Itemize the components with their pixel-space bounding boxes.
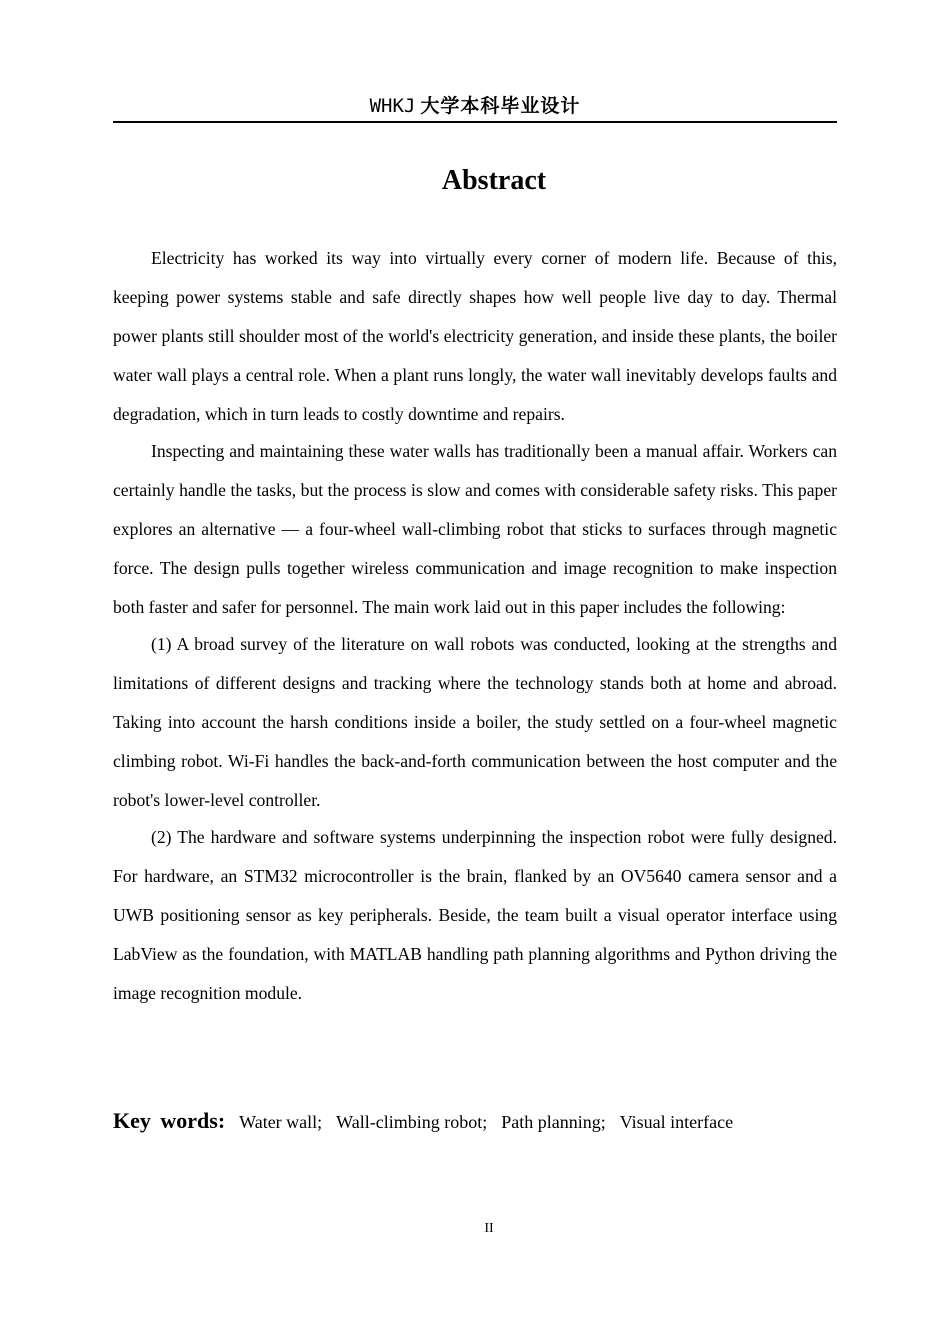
header-title: 大学本科毕业设计 (420, 95, 581, 117)
abstract-paragraph: (2) The hardware and software systems underpinning the inspection robot were fully designed. For hardware, an STM32 microcontroller is the brain, flanked by an OV5640 camera sensor and a UWB positioning sensor as key peripherals. Beside, the team built a visual operator interface using LabView as the foundation, with MATLAB handling path planning algorithms and Python driving the image recognition module. (113, 827, 837, 1003)
abstract-paragraph: Electricity has worked its way into virtually every corner of modern life. Because of this, keeping power systems stable and safe directly shapes how well people live day to day. Thermal power plants still shoulder most of the world's electricity generation, and inside these plants, the boiler water wall plays a central role. When a plant runs longly, the water wall inevitably develops faults and degradation, which in turn leads to costly downtime and repairs. (113, 248, 837, 424)
keywords (113, 1104, 837, 1139)
keyword-item: Visual interface (619, 1112, 734, 1132)
abstract-body (113, 239, 837, 1011)
keyword-item: Path planning; (501, 1112, 606, 1132)
page-number: II (484, 1221, 494, 1236)
abstract-paragraph: (1) A broad survey of the literature on wall robots was conducted, looking at the strengths and limitations of different designs and tracking where the technology stands both at home and abroad. Taking into account the harsh conditions inside a boiler, the study settled on a four-wheel magnetic climbing robot. Wi-Fi handles the back-and-forth communication between the host computer and the robot's lower-level controller. (113, 634, 837, 810)
keywords-label: Key words: (113, 1108, 226, 1133)
header-institution: WHKJ (369, 95, 416, 117)
keyword-item: Water wall; (239, 1112, 323, 1132)
abstract-paragraph: Inspecting and maintaining these water walls has traditionally been a manual affair. Workers can certainly handle the tasks, but the process is slow and comes with considerable safety risks. This paper explores an alternative — a four-wheel wall-climbing robot that sticks to surfaces through magnetic force. The design pulls together wireless communication and image recognition to make inspection both faster and safer for personnel. The main work laid out in this paper includes the following: (113, 441, 837, 617)
abstract-title: Abstract (441, 165, 547, 196)
keyword-item: Wall-climbing robot; (336, 1112, 488, 1132)
page-header (113, 92, 837, 123)
